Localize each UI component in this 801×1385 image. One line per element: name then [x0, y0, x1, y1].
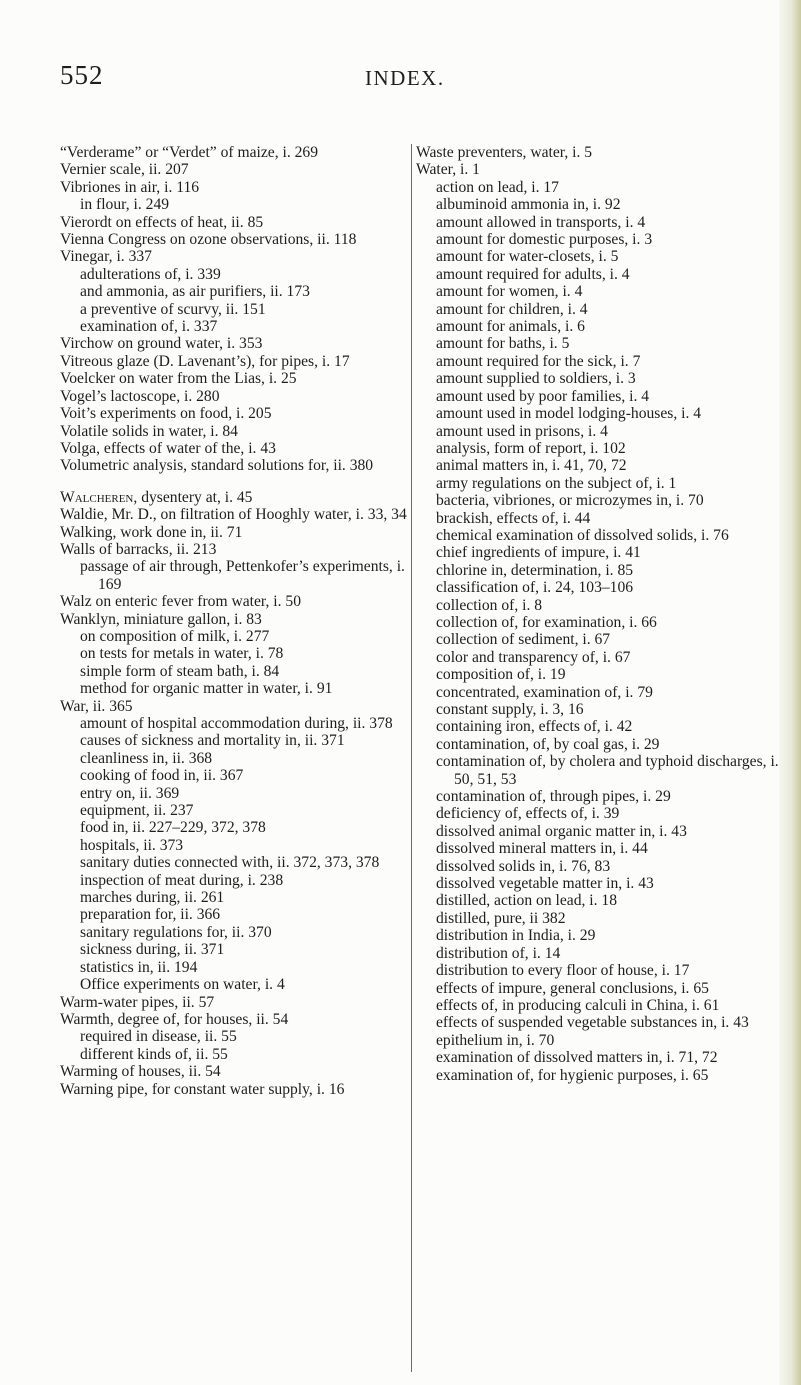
- index-subentry: a preventive of scurvy, ii. 151: [80, 300, 266, 318]
- index-entry: Vinegar, i. 337: [60, 248, 152, 266]
- index-entry: Waldie, Mr. D., on filtration of Hooghly water, i. 33, 34: [60, 506, 407, 524]
- index-subentry: amount used in model lodging-houses, i. 4: [436, 405, 702, 423]
- index-subentry: composition of, i. 19: [436, 666, 566, 684]
- index-subentry: dissolved mineral matters in, i. 44: [436, 840, 648, 858]
- index-entry: Vernier scale, ii. 207: [60, 161, 189, 179]
- index-entry: Vogel’s lactoscope, i. 280: [60, 387, 220, 405]
- index-subentry: animal matters in, i. 41, 70, 72: [436, 457, 627, 475]
- index-entry: Warning pipe, for constant water supply, i. 16: [60, 1080, 345, 1098]
- index-entry: “Verderame” or “Verdet” of maize, i. 269: [60, 144, 319, 161]
- index-column-left: [60, 144, 409, 1098]
- index-subentry: analysis, form of report, i. 102: [436, 439, 626, 457]
- index-subentry: amount required for the sick, i. 7: [436, 352, 641, 370]
- index-subentry: chief ingredients of impure, i. 41: [436, 544, 641, 562]
- index-subentry: simple form of steam bath, i. 84: [80, 662, 280, 680]
- index-entry: Warming of houses, ii. 54: [60, 1063, 221, 1081]
- index-subentry: dissolved animal organic matter in, i. 43: [436, 822, 687, 840]
- index-entry: Volga, effects of water of the, i. 43: [60, 439, 276, 457]
- index-subentry: different kinds of, ii. 55: [80, 1045, 228, 1063]
- index-entry: Walz on enteric fever from water, i. 50: [60, 593, 302, 611]
- index-entry: Vitreous glaze (D. Lavenant’s), for pipes, i. 17: [60, 352, 350, 370]
- index-entry: Vienna Congress on ozone observations, ii. 118: [60, 231, 357, 249]
- index-subentry: marches during, ii. 261: [80, 889, 225, 907]
- index-subentry: examination of, for hygienic purposes, i. 65: [436, 1066, 709, 1084]
- index-entry: Vibriones in air, i. 116: [60, 178, 200, 196]
- index-entry: Vierordt on effects of heat, ii. 85: [60, 213, 264, 231]
- index-entry: Volumetric analysis, standard solutions for, ii. 380: [60, 457, 374, 475]
- index-subentry: Office experiments on water, i. 4: [80, 976, 285, 994]
- index-subentry: cleanliness in, ii. 368: [80, 749, 213, 767]
- index-entry: Waste preventers, water, i. 5: [416, 144, 593, 161]
- index-subentry: in flour, i. 249: [80, 196, 170, 214]
- index-subentry: amount for baths, i. 5: [436, 335, 570, 353]
- index-subentry: army regulations on the subject of, i. 1: [436, 474, 677, 492]
- index-subentry: contamination of, by cholera and typhoid discharges, i. 50, 51, 53: [436, 753, 779, 788]
- index-entry: Warm-water pipes, ii. 57: [60, 993, 215, 1011]
- index-subentry: dissolved vegetable matter in, i. 43: [436, 875, 654, 893]
- index-subentry: containing iron, effects of, i. 42: [436, 718, 633, 736]
- index-subentry: constant supply, i. 3, 16: [436, 701, 584, 718]
- index-subentry: collection of, i. 8: [436, 596, 543, 614]
- index-entry: Virchow on ground water, i. 353: [60, 335, 263, 353]
- index-subentry: and ammonia, as air purifiers, ii. 173: [80, 283, 310, 301]
- index-subentry: method for organic matter in water, i. 91: [80, 680, 333, 698]
- index-subentry: effects of impure, general conclusions, i. 65: [436, 979, 709, 997]
- index-subentry: dissolved solids in, i. 76, 83: [436, 857, 611, 875]
- index-entry: War, ii. 365: [60, 697, 133, 715]
- index-entry: Voit’s experiments on food, i. 205: [60, 405, 272, 423]
- index-subentry: collection of sediment, i. 67: [436, 631, 611, 649]
- index-subentry: hospitals, ii. 373: [80, 836, 184, 854]
- index-subentry: on tests for metals in water, i. 78: [80, 645, 284, 663]
- index-subentry: distribution to every floor of house, i. 17: [436, 962, 690, 980]
- index-column-right: [416, 144, 780, 1084]
- index-subentry: examination of dissolved matters in, i. 71, 72: [436, 1049, 718, 1067]
- index-subentry: amount used in prisons, i. 4: [436, 422, 608, 440]
- index-subentry: food in, ii. 227–229, 372, 378: [80, 819, 266, 837]
- index-subentry: amount of hospital accommodation during, ii. 378: [80, 715, 393, 732]
- index-subentry: entry on, ii. 369: [80, 784, 180, 802]
- index-subentry: amount for children, i. 4: [436, 300, 588, 318]
- index-subentry: bacteria, vibriones, or microzymes in, i. 70: [436, 492, 704, 510]
- index-subentry: albuminoid ammonia in, i. 92: [436, 196, 621, 214]
- index-subentry: causes of sickness and mortality in, ii. 371: [80, 732, 345, 750]
- index-subentry: cooking of food in, ii. 367: [80, 767, 244, 785]
- index-subentry: collection of, for examination, i. 66: [436, 613, 657, 631]
- index-subentry: amount required for adults, i. 4: [436, 265, 630, 283]
- index-entry: Walls of barracks, ii. 213: [60, 540, 217, 558]
- index-subentry: sanitary regulations for, ii. 370: [80, 923, 272, 941]
- index-subentry: contamination of, through pipes, i. 29: [436, 788, 671, 806]
- index-subentry: amount supplied to soldiers, i. 3: [436, 370, 636, 388]
- index-subentry: on composition of milk, i. 277: [80, 627, 270, 645]
- running-head: INDEX.: [365, 66, 445, 90]
- index-subentry: amount used by poor families, i. 4: [436, 387, 650, 405]
- index-subentry: preparation for, ii. 366: [80, 906, 221, 924]
- index-subentry: chlorine in, determination, i. 85: [436, 561, 634, 579]
- index-subentry: amount for women, i. 4: [436, 283, 583, 301]
- index-subentry: distribution of, i. 14: [436, 944, 561, 962]
- index-subentry: effects of, in producing calculi in China, i. 61: [436, 996, 720, 1014]
- column-divider: [411, 144, 412, 1372]
- index-subentry: amount allowed in transports, i. 4: [436, 213, 646, 231]
- index-subentry: contamination, of, by coal gas, i. 29: [436, 735, 660, 753]
- index-subentry: concentrated, examination of, i. 79: [436, 683, 653, 701]
- index-entry: Voelcker on water from the Lias, i. 25: [60, 370, 297, 388]
- index-entry: Volatile solids in water, i. 84: [60, 422, 238, 440]
- index-subentry: examination of, i. 337: [80, 318, 218, 336]
- index-entry: Walcheren, dysentery at, i. 45: [60, 488, 253, 506]
- index-subentry: inspection of meat during, i. 238: [80, 871, 284, 889]
- index-entry: Warmth, degree of, for houses, ii. 54: [60, 1010, 289, 1028]
- index-subentry: amount for animals, i. 6: [436, 318, 585, 336]
- index-subentry: passage of air through, Pettenkofer’s experiments, i. 169: [80, 558, 405, 593]
- index-subentry: effects of suspended vegetable substances in, i. 43: [436, 1014, 749, 1032]
- index-subentry: sickness during, ii. 371: [80, 941, 225, 959]
- index-subentry: action on lead, i. 17: [436, 178, 559, 196]
- index-subentry: chemical examination of dissolved solids, i. 76: [436, 526, 729, 544]
- index-entry: Wanklyn, miniature gallon, i. 83: [60, 610, 262, 628]
- index-subentry: epithelium in, i. 70: [436, 1031, 555, 1049]
- index-subentry: amount for water-closets, i. 5: [436, 248, 619, 266]
- index-subentry: deficiency of, effects of, i. 39: [436, 805, 620, 823]
- page-number: 552: [60, 60, 104, 90]
- page-edge-shadow: [779, 0, 801, 1385]
- index-subentry: classification of, i. 24, 103–106: [436, 579, 634, 597]
- index-entry: Water, i. 1: [416, 161, 480, 179]
- index-subentry: distribution in India, i. 29: [436, 927, 596, 945]
- index-subentry: amount for domestic purposes, i. 3: [436, 231, 653, 249]
- index-subentry: sanitary duties connected with, ii. 372, 373, 378: [80, 854, 380, 872]
- index-subentry: distilled, pure, ii 382: [436, 909, 566, 927]
- index-subentry: required in disease, ii. 55: [80, 1028, 237, 1046]
- index-subentry: adulterations of, i. 339: [80, 265, 221, 283]
- index-subentry: equipment, ii. 237: [80, 802, 194, 820]
- index-entry: Walking, work done in, ii. 71: [60, 523, 243, 541]
- index-subentry: statistics in, ii. 194: [80, 958, 198, 976]
- index-subentry: color and transparency of, i. 67: [436, 648, 631, 666]
- index-subentry: distilled, action on lead, i. 18: [436, 892, 618, 910]
- index-subentry: brackish, effects of, i. 44: [436, 509, 591, 527]
